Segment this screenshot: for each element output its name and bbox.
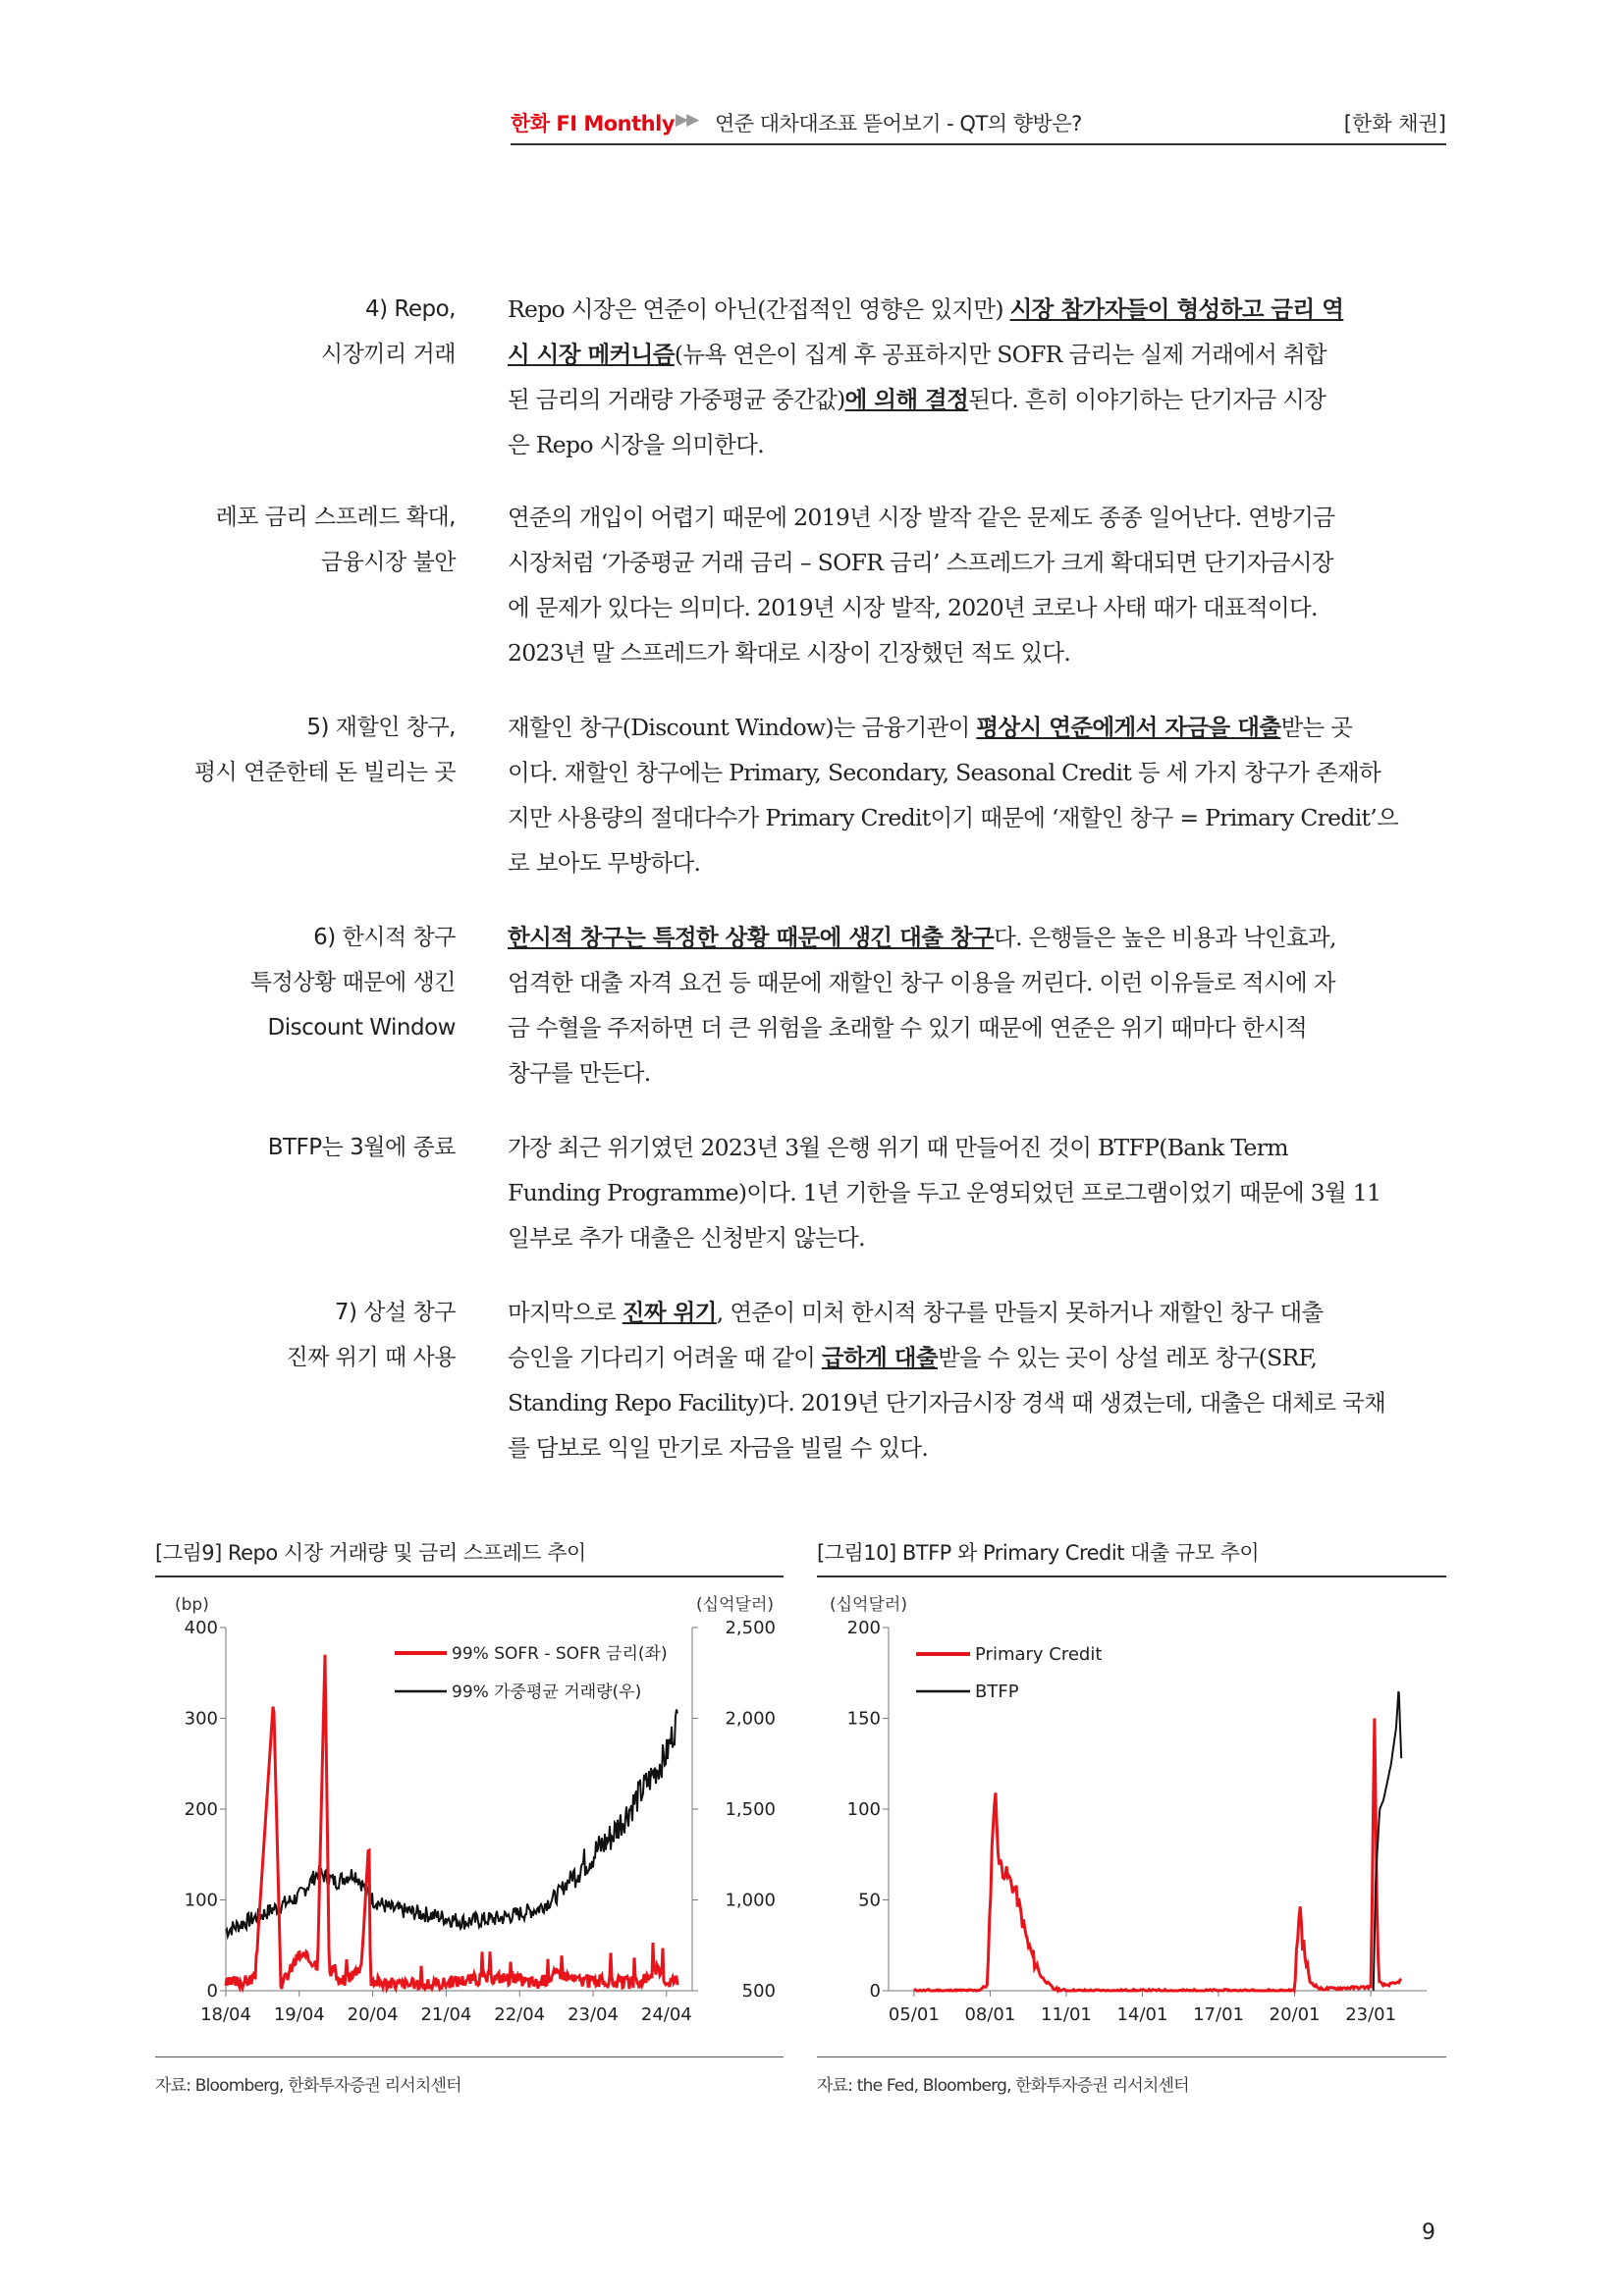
body-line [508, 1335, 1446, 1380]
section-side-label [132, 705, 456, 795]
y-tick-label: 150 [846, 1708, 881, 1730]
body-line [508, 287, 1446, 332]
y-tick-label-left: 400 [184, 1618, 218, 1638]
body-line [508, 585, 1446, 630]
body-line [508, 1125, 1446, 1170]
legend-label-primary-credit: Primary Credit [975, 1644, 1103, 1665]
y-tick-label-left: 300 [184, 1708, 218, 1730]
body-text: 된 금리의 거래량 가중평균 중간값) [508, 386, 845, 413]
body-line [508, 422, 1446, 467]
body-line [508, 1425, 1446, 1470]
side-line: 4) Repo, [365, 296, 456, 322]
y-tick-label-right: 2,000 [725, 1708, 776, 1730]
section-body [508, 915, 1446, 1095]
y-tick-label-left: 100 [184, 1890, 218, 1911]
body-text: 일부로 추가 대출은 신청받지 않는다. [508, 1224, 865, 1252]
section-side-label [132, 1290, 456, 1380]
x-tick-label: 17/01 [1193, 2004, 1244, 2025]
body-line [508, 705, 1446, 750]
series-line-primary-credit [914, 1719, 1401, 1992]
emphasis-text: 급하게 대출 [821, 1344, 938, 1371]
figure10-bottom-rule [817, 2056, 1446, 2057]
x-tick-label: 08/01 [964, 2004, 1016, 2025]
body-text: 이다. 재할인 창구에는 Primary, Secondary, Seasonal Credit 등 세 가지 창구가 존재하 [508, 759, 1380, 786]
body-line [508, 1380, 1446, 1425]
body-line [508, 332, 1446, 377]
body-line [508, 495, 1446, 540]
x-tick-label: 21/04 [420, 2004, 472, 2025]
body-line [508, 630, 1446, 675]
body-line [508, 377, 1446, 422]
body-text: 마지막으로 [508, 1299, 623, 1326]
header-category: [한화 채권] [1343, 112, 1446, 135]
header-title: 연준 대차대조표 뜯어보기 - QT의 향방은? [715, 112, 1082, 135]
y-tick-label-right: 500 [741, 1981, 776, 2002]
x-tick-label: 24/04 [640, 2004, 692, 2025]
emphasis-text: 한시적 창구는 특정한 상황 때문에 생긴 대출 창구 [508, 924, 995, 951]
side-line: 6) 한시적 창구 [313, 925, 456, 950]
y-tick-label-left: 0 [206, 1981, 218, 2002]
y-tick-label: 50 [858, 1890, 881, 1911]
header-arrows-icon: ▶▶ [676, 110, 698, 130]
y-tick-label-left: 200 [184, 1799, 218, 1820]
body-text: 재할인 창구(Discount Window)는 금융기관이 [508, 714, 977, 741]
x-tick-label: 20/04 [347, 2004, 399, 2025]
x-tick-label: 11/01 [1041, 2004, 1092, 2025]
body-line [508, 1215, 1446, 1260]
y-tick-label-right: 2,500 [725, 1618, 776, 1638]
body-text: 에 문제가 있다는 의미다. 2019년 시장 발작, 2020년 코로나 사태 때가 대표적이다. [508, 594, 1318, 621]
side-line: Discount Window [267, 1015, 456, 1041]
section-side-label [132, 287, 456, 377]
y-axis-left-label: (bp) [175, 1595, 209, 1615]
body-line [508, 1005, 1446, 1050]
body-text: 은 Repo 시장을 의미한다. [508, 431, 765, 458]
section-body [508, 495, 1446, 675]
body-line [508, 1290, 1446, 1335]
section-side-label [132, 495, 456, 585]
x-tick-label: 14/01 [1116, 2004, 1168, 2025]
figure9-chart [147, 1578, 795, 2040]
side-line: 7) 상설 창구 [334, 1300, 456, 1325]
body-text: Standing Repo Facility)다. 2019년 단기자금시장 경색 때 생겼는데, 대출은 대체로 국채 [508, 1389, 1386, 1416]
emphasis-text: 진짜 위기 [622, 1299, 717, 1326]
x-tick-label: 19/04 [273, 2004, 325, 2025]
body-text: 를 담보로 익일 만기로 자금을 빌릴 수 있다. [508, 1434, 929, 1462]
body-line [508, 1050, 1446, 1095]
side-line: 5) 재할인 창구, [306, 715, 456, 740]
body-text: 창구를 만든다. [508, 1059, 651, 1087]
body-line [508, 540, 1446, 585]
side-line: 금융시장 불안 [320, 550, 456, 575]
section-body [508, 705, 1446, 885]
body-text: 금 수혈을 주저하면 더 큰 위험을 초래할 수 있기 때문에 연준은 위기 때마다 한시적 [508, 1014, 1308, 1041]
body-text: 가장 최근 위기였던 2023년 3월 은행 위기 때 만들어진 것이 BTFP(Bank Term [508, 1134, 1288, 1161]
body-text: 받을 수 있는 곳이 상설 레포 창구(SRF, [937, 1344, 1318, 1371]
legend-label-spread: 99% SOFR - SOFR 금리(좌) [452, 1644, 668, 1664]
section-side-label [132, 915, 456, 1050]
body-text: 엄격한 대출 자격 요건 등 때문에 재할인 창구 이용을 꺼린다. 이런 이유들로 적시에 자 [508, 969, 1335, 996]
body-line [508, 915, 1446, 960]
body-text: 받는 곳 [1280, 714, 1353, 741]
side-line: 레포 금리 스프레드 확대, [215, 505, 456, 530]
x-tick-label: 23/04 [568, 2004, 619, 2025]
body-text: (뉴욕 연은이 집계 후 공표하지만 SOFR 금리는 실제 거래에서 취합 [674, 341, 1326, 368]
section-body [508, 1125, 1446, 1260]
series-line-volume [226, 1710, 677, 1937]
body-text: 시장처럼 ‘가중평균 거래 금리 – SOFR 금리’ 스프레드가 크게 확대되면 단기자금시장 [508, 549, 1333, 576]
body-line [508, 840, 1446, 885]
emphasis-text: 에 의해 결정 [844, 386, 969, 413]
body-text: 연준의 개입이 어렵기 때문에 2019년 시장 발작 같은 문제도 종종 일어난다. 연방기금 [508, 504, 1335, 531]
side-line: 시장끼리 거래 [320, 342, 456, 367]
page-number: 9 [1422, 2220, 1435, 2245]
section-body [508, 1290, 1446, 1470]
body-text: 승인을 기다리기 어려울 때 같이 [508, 1344, 822, 1371]
y-tick-label: 200 [846, 1618, 881, 1638]
body-text: 다. 은행들은 높은 비용과 낙인효과, [994, 924, 1336, 951]
figure10-chart [810, 1578, 1458, 2040]
y-tick-label-right: 1,500 [725, 1799, 776, 1820]
figure9-title: [그림9] Repo 시장 거래량 및 금리 스프레드 추이 [155, 1541, 586, 1565]
body-text: , 연준이 미처 한시적 창구를 만들지 못하거나 재할인 창구 대출 [716, 1299, 1324, 1326]
figure10-top-rule [817, 1575, 1446, 1577]
y-axis-label: (십억달러) [830, 1595, 907, 1615]
page-header [511, 100, 1446, 145]
figure10-source: 자료: the Fed, Bloomberg, 한화투자증권 리서치센터 [817, 2076, 1189, 2096]
x-tick-label: 22/04 [494, 2004, 546, 2025]
body-text: 2023년 말 스프레드가 확대로 시장이 긴장했던 적도 있다. [508, 639, 1071, 667]
figure9-source: 자료: Bloomberg, 한화투자증권 리서치센터 [155, 2076, 461, 2096]
y-tick-label: 0 [869, 1981, 881, 2002]
emphasis-text: 시 시장 메커니즘 [508, 341, 675, 368]
body-text: Funding Programme)이다. 1년 기한을 두고 운영되었던 프로그램이었기 때문에 3월 11 [508, 1179, 1381, 1206]
y-tick-label: 100 [846, 1799, 881, 1820]
side-line: 진짜 위기 때 사용 [286, 1345, 456, 1370]
body-text: 로 보아도 무방하다. [508, 849, 701, 877]
legend-label-volume: 99% 가중평균 거래량(우) [452, 1682, 642, 1702]
body-line [508, 795, 1446, 840]
header-brand: 한화 FI Monthly [511, 112, 676, 135]
body-line [508, 1170, 1446, 1215]
figure9-bottom-rule [155, 2056, 784, 2057]
section-body [508, 287, 1446, 467]
body-text: 된다. 흔히 이야기하는 단기자금 시장 [968, 386, 1326, 413]
side-line: 특정상황 때문에 생긴 [249, 970, 456, 995]
y-axis-right-label: (십억달러) [696, 1595, 774, 1615]
emphasis-text: 평상시 연준에게서 자금을 대출 [976, 714, 1281, 741]
x-tick-label: 05/01 [888, 2004, 940, 2025]
x-tick-label: 20/01 [1269, 2004, 1321, 2025]
body-line [508, 750, 1446, 795]
body-text: 지만 사용량의 절대다수가 Primary Credit이기 때문에 ‘재할인 창구 = Primary Credit’으 [508, 804, 1399, 831]
figure10-title: [그림10] BTFP 와 Primary Credit 대출 규모 추이 [817, 1541, 1260, 1565]
body-line [508, 960, 1446, 1005]
series-line-spread [226, 1655, 677, 1989]
emphasis-text: 시장 참가자들이 형성하고 금리 역 [1009, 295, 1344, 323]
side-line: BTFP는 3월에 종료 [267, 1135, 456, 1160]
x-tick-label: 23/01 [1345, 2004, 1397, 2025]
side-line: 평시 연준한테 돈 빌리는 곳 [193, 760, 456, 785]
legend-label-btfp: BTFP [975, 1682, 1019, 1702]
y-tick-label-right: 1,000 [725, 1890, 776, 1911]
figure9-top-rule [155, 1575, 784, 1577]
x-tick-label: 18/04 [200, 2004, 251, 2025]
body-text: Repo 시장은 연준이 아닌(간접적인 영향은 있지만) [508, 295, 1010, 323]
section-side-label [132, 1125, 456, 1170]
